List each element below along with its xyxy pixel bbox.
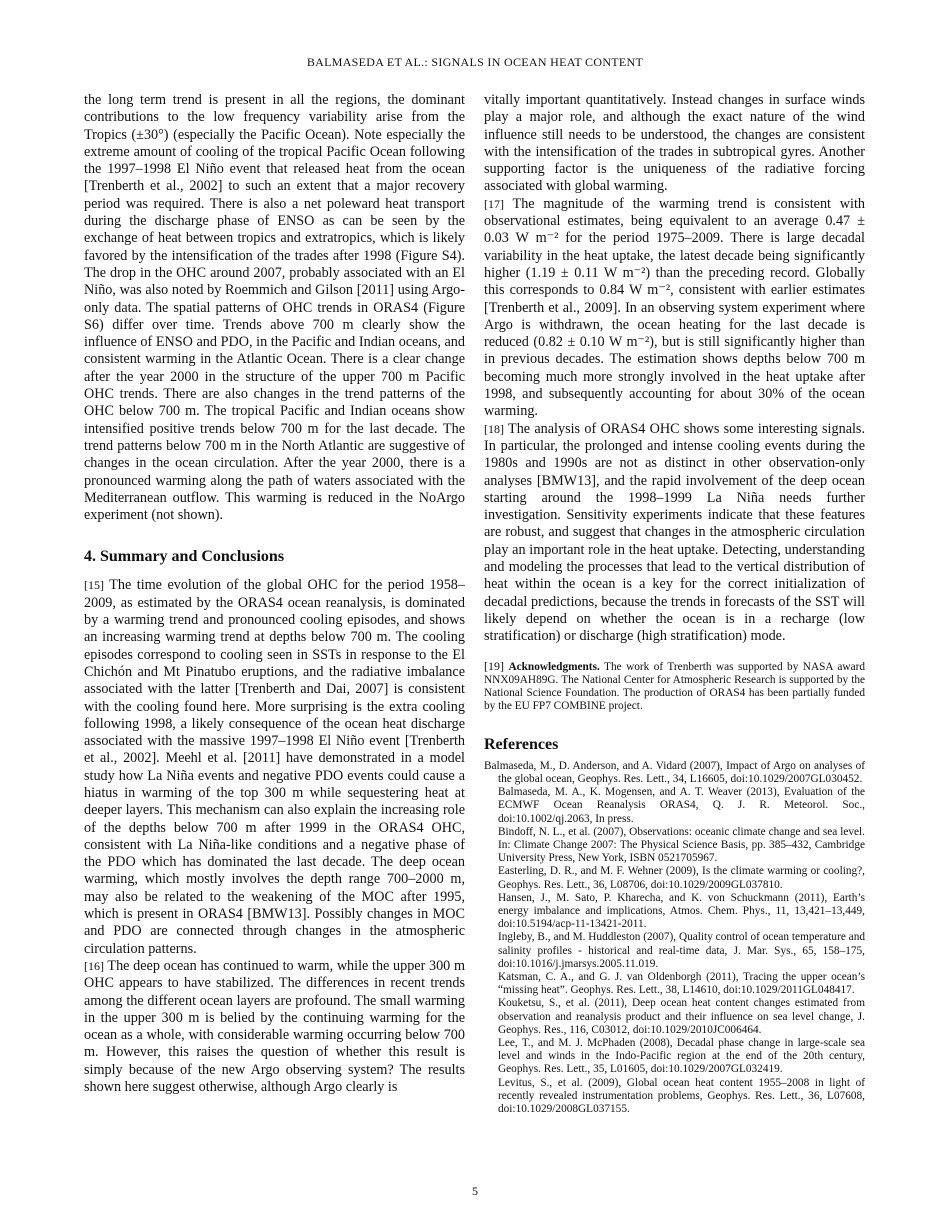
acknowledgments-text: The work of Trenberth was supported by NASA award NNX09AH89G. The National Center for Atmospheric Research is supported by the National Science Foundation. The production of ORAS4 has been partially funded by the EU FP7 COMBINE project. (484, 660, 865, 713)
paragraph-17 (484, 196, 865, 421)
reference-item: Levitus, S., et al. (2009), Global ocean heat content 1955–2008 in light of recently revealed instrumentation problems, Geophys. Res. Lett., 36, L07608, doi:10.1029/2008GL037155. (498, 1076, 865, 1115)
paragraph-number: [18] (484, 421, 504, 436)
reference-item: Easterling, D. R., and M. F. Wehner (2009), Is the climate warming or cooling?, Geophys. Res. Lett., 36, L08706, doi:10.1029/2009GL037810. (498, 865, 865, 891)
continued-paragraph: vitally important quantitatively. Instead changes in surface winds play a major role, and although the exact nature of the wind influence still needs to be understood, the changes are consistent with the intensification of the trades in subtropical gyres. Another supporting factor is the uniqueness of the radiative forcing associated with global warming. (484, 92, 865, 195)
reference-item: Bindoff, N. L., et al. (2007), Observations: oceanic climate change and sea level. In: Climate Change 2007: The Physical Science Basis, pp. 385–432, Cambridge University Press, New York, ISBN 0521705967. (498, 825, 865, 865)
reference-item: Hansen, J., M. Sato, P. Kharecha, and K. von Schuckmann (2011), Earth’s energy imbalance and implications, Atmos. Chem. Phys., 11, 13,421–13,449, doi:10.5194/acp-11-13421-2011. (498, 891, 865, 931)
paragraph-text: The analysis of ORAS4 OHC shows some interesting signals. In particular, the prolonged and intense cooling events during the 1980s and 1990s are not as distinct in other observation-only analyses [BMW13], and the rapid involvement of the deep ocean starting around the 1998–1999 La Niña needs further investigation. Sensitivity experiments indicate that these features are robust, and suggest that changes in the atmospheric circulation play an important role in the heat uptake. Detecting, understanding and modeling the processes that lead to the vertical distribution of heat within the ocean is a key for the correct initialization of decadal predictions, because the trends in forecasts of the SST will likely depend on whether the ocean is in a recharge (low stratification) or discharge (high stratification) mode. (484, 420, 865, 645)
paragraph-number: [15] (84, 578, 104, 593)
paragraph-text: The magnitude of the warming trend is consistent with observational estimates, being equivalent to an average 0.47 ± 0.03 W m⁻² for the period 1975–2009. There is large decadal variability in the heat uptake, the latest decade being significantly higher (1.19 ± 0.11 W m⁻²) than the preceding record. Globally this corresponds to 0.84 W m⁻², consistent with earlier estimates [Trenberth et al., 2009]. In an observing system experiment where Argo is withdrawn, the ocean heating for the last decade is reduced (0.82 ± 0.10 W m⁻²), but is still significantly higher than in previous decades. The estimation shows depths below 700 m becoming much more strongly involved in the heat uptake after 1998, and subsequently accounting for about 30% of the ocean warming. (484, 195, 866, 420)
acknowledgments-label: Acknowledgments. (508, 660, 600, 673)
running-header: BALMASEDA ET AL.: SIGNALS IN OCEAN HEAT CONTENT (306, 55, 644, 69)
intro-paragraph: the long term trend is present in all the regions, the dominant contributions to the low frequency variability arise from the Tropics (±30°) (especially the Pacific Ocean). Note especially the extreme amount of cooling of the tropical Pacific Ocean following the 1997–1998 El Niño event that released heat from the ocean [Trenberth et al., 2002] to such an extent that a major recovery period was required. There is also a net poleward heat transport during the discharge phase of ENSO as can be seen by the exchange of heat between tropics and extratropics, which is likely favored by the intensification of the trades after 1998 (Figure S4). The drop in the OHC around 2007, probably associated with an El Niño, was also noted by Roemmich and Gilson [2011] using Argo-only data. The spatial patterns of OHC trends in ORAS4 (Figure S6) differ over time. Trends above 700 m clearly show the influence of ENSO and PDO, in the Pacific and Indian oceans, and consistent warming in the Atlantic Ocean. There is a clear change after the year 2000 in the structure of the upper 700 m Pacific OHC trends. There are also changes in the trend patterns of the OHC below 700 m. The tropical Pacific and Indian oceans show intensified positive trends below 700 m for the last decade. The trend patterns below 700 m in the North Atlantic are suggestive of changes in the ocean circulation. After the year 2000, there is a pronounced warming along the path of waters associated with the Mediterranean outflow. This warming is reduced in the NoArgo experiment (not shown). (84, 92, 465, 524)
left-column (84, 92, 465, 1096)
reference-item: Balmaseda, M. A., K. Mogensen, and A. T. Weaver (2013), Evaluation of the ECMWF Ocean Reanalysis ORAS4, Q. J. R. Meteorol. Soc., doi:10.1002/qj.2063, In press. (498, 786, 865, 825)
reference-item: Lee, T., and M. J. McPhaden (2008), Decadal phase change in large-scale sea level and winds in the Indo-Pacific region at the end of the 20th century, Geophys. Res. Lett., 35, L01605, doi:10.1029/2007GL032419. (498, 1036, 865, 1076)
acknowledgments (484, 660, 865, 714)
paragraph-16 (84, 958, 465, 1096)
paragraph-15 (84, 577, 465, 958)
reference-item: Ingleby, B., and M. Huddleston (2007), Quality control of ocean temperature and salinity profiles - historical and real-time data, J. Mar. Sys., 65, 158–175, doi:10.1016/j.jmarsys.2005.11.019. (498, 931, 865, 970)
right-column (484, 92, 865, 1116)
reference-item: Balmaseda, M., D. Anderson, and A. Vidard (2007), Impact of Argo on analyses of the global ocean, Geophys. Res. Lett., 34, L16605, doi:10.1029/2007GL030452. (484, 759, 865, 785)
paragraph-text: The deep ocean has continued to warm, while the upper 300 m OHC appears to have stabilized. The differences in recent trends among the different ocean layers are profound. The small warming in the upper 300 m is belied by the continuing warming for the ocean as a whole, with considerable warming occurring below 700 m. However, this raises the question of whether this result is simply because of the new Argo observing system? The results shown here suggest otherwise, although Argo clearly is (84, 957, 465, 1096)
page-number: 5 (472, 1184, 478, 1198)
paragraph-number: [19] (484, 658, 504, 673)
paragraph-18 (484, 421, 865, 646)
paragraph-text: The time evolution of the global OHC for the period 1958–2009, as estimated by the ORAS4 ocean reanalysis, is dominated by a warming trend and pronounced cooling episodes, and shows an increasing warming trend at depths below 700 m. The cooling episodes correspond to cooling seen in SSTs in response to the El Chichón and Mt Pinatubo eruptions, and the radiative imbalance associated with the latter [Trenberth and Dai, 2007] is consistent with the cooling found here. More surprising is the extra cooling following 1998, a likely consequence of the ocean heat discharge associated with the massive 1997–1998 El Niño event [Trenberth et al., 2002]. Meehl et al. [2011] have demonstrated in a model study how La Niña events and negative PDO events could cause a hiatus in warming of the top 300 m while sequestering heat at deeper layers. This mechanism can also explain the increasing role of the depths below 700 m after 1999 in the ORAS4 OHC, consistent with La Niña-like conditions and a negative phase of the PDO which has dominated the last decade. The deep ocean warming, which mostly involves the depth range 700–2000 m, may also be related to the weakening of the MOC after 1995, which is present in ORAS4 [BMW13]. Possibly changes in MOC and PDO are connected through changes in the atmospheric circulation patterns. (84, 577, 465, 957)
reference-item: Katsman, C. A., and G. J. van Oldenborgh (2011), Tracing the upper ocean’s “missing heat”. Geophys. Res. Lett., 38, L14610, doi:10.1029/2011GL048417. (498, 970, 865, 997)
references-list (484, 760, 865, 1116)
reference-item: Kouketsu, S., et al. (2011), Deep ocean heat content changes estimated from observation and reanalysis product and their influence on sea level change, J. Geophys. Res., 116, C03012, doi:10.1029/2010JC006464. (498, 997, 865, 1036)
paragraph-number: [16] (84, 958, 104, 973)
paragraph-number: [17] (484, 196, 504, 211)
references-heading: References (484, 735, 559, 753)
section-heading: 4. Summary and Conclusions (84, 548, 285, 566)
